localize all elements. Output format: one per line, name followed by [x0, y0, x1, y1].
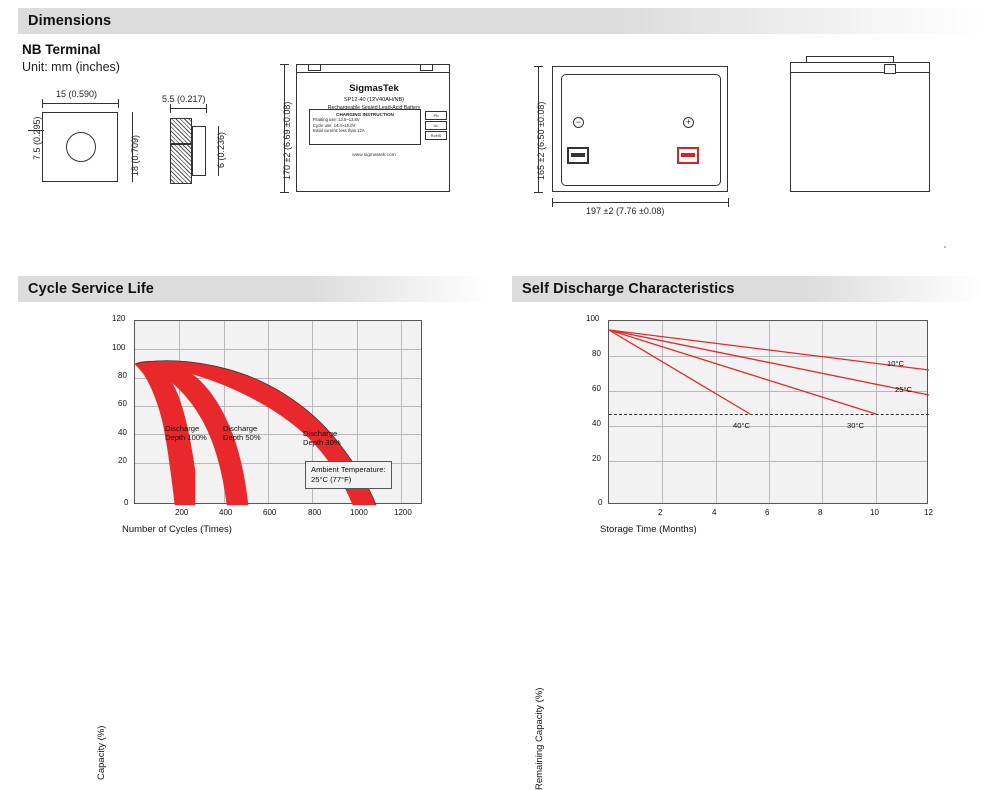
label-10c: 10°C	[887, 359, 904, 368]
cert-rohs-icon: RoHS	[425, 131, 447, 140]
annot-depth-30: Discharge Depth 30%	[303, 429, 341, 448]
charging-instruction-box	[309, 109, 421, 145]
dim-label-depth-right: 18 (0.709)	[130, 134, 140, 176]
nb-terminal-title: NB Terminal	[22, 42, 101, 57]
annot-ambient-temperature: Ambient Temperature: 25°C (77°F)	[305, 461, 392, 489]
dim-ext-front-top	[280, 64, 289, 65]
positive-terminal-bar	[681, 153, 695, 157]
dim-line-width	[42, 103, 118, 104]
negative-polarity-icon: −	[573, 117, 584, 128]
cycle-x-axis-title: Number of Cycles (Times)	[122, 524, 232, 535]
cert-pb-icon: Pb	[425, 111, 447, 120]
section-title-dimensions: Dimensions	[28, 13, 112, 29]
cycle-y-axis-title: Capacity (%)	[96, 725, 107, 780]
chart-cycle-service-life: Capacity (%) Discharge Depth 100% Discharge Depth 50% Discharge Depth 30% Ambient Temperature: 25°C (77°F) 120 100 80 60 40 20 0 200 400 600 800 1000 1200 Number of Cycles (Times)	[18, 310, 488, 550]
chart-self-discharge: Remaining Capacity (%) 10°C 25°C 40°C 30°C 100 80 60 40 20 0 2 4 6 8 10 12 Storage Time (Months)	[534, 314, 933, 790]
terminal-tab	[192, 126, 206, 176]
battery-top-outline	[552, 66, 728, 192]
positive-polarity-icon: +	[683, 117, 694, 128]
label-25c: 25°C	[895, 385, 912, 394]
battery-model: SP12-40 (12V40AH/NB)	[343, 97, 405, 103]
dim-label-inner-height: 6 (0.236)	[216, 131, 226, 168]
terminal-hatch-upper	[170, 118, 192, 144]
dim-line-thickness	[170, 108, 206, 109]
self-discharge-lines	[609, 321, 929, 505]
cycle-plot-area	[134, 320, 422, 504]
dim-ext-thick-l	[170, 104, 171, 113]
section-header-cycle-service-life	[18, 276, 488, 302]
dim-ext-top-width-left	[552, 198, 553, 207]
charging-line-1: Floating use: 13.5~13.8V	[313, 117, 360, 122]
battery-side-body	[790, 72, 930, 192]
charging-instruction-title: CHARGING INSTRUCTION	[336, 112, 394, 117]
battery-terminal-left	[308, 64, 321, 71]
dim-ext-top-height-top	[534, 66, 543, 67]
unit-label: Unit: mm (inches)	[22, 60, 120, 74]
page-speck	[944, 246, 946, 248]
battery-type: Rechargeable Sealed Lead-Acid Battery	[327, 105, 421, 111]
website-text: www.sigmastek.com	[352, 153, 396, 158]
self-reference-line	[609, 414, 929, 415]
section-header-dimensions	[18, 8, 982, 34]
dim-ext-left	[42, 99, 43, 108]
battery-front-label	[296, 72, 450, 192]
dim-label-top-width: 197 ±2 (7.76 ±0.08)	[586, 206, 665, 216]
dim-label-front-height: 170 ±2 (6.69 ±0.08)	[282, 101, 292, 180]
brand-name: SigmasTek	[349, 83, 399, 94]
annot-depth-100: Discharge Depth 100%	[165, 424, 207, 443]
self-plot-area	[608, 320, 928, 504]
dim-ext-thick-r	[206, 104, 207, 113]
annot-depth-50: Discharge Depth 50%	[223, 424, 261, 443]
self-y-axis-title: Remaining Capacity (%)	[534, 687, 545, 790]
battery-top-inner-outline	[561, 74, 721, 186]
terminal-hole	[66, 132, 96, 162]
dim-label-height-left: 7.5 (0.295)	[32, 116, 42, 160]
label-30c: 30°C	[847, 421, 864, 430]
dim-label-thickness: 5.5 (0.217)	[162, 94, 206, 104]
dim-line-top-width	[552, 202, 728, 203]
dim-label-top-height: 165 ±2 (6.50 ±0.08)	[536, 101, 546, 180]
battery-terminal-right	[420, 64, 433, 71]
charging-line-2: Cycle use: 14.4~15.0V	[313, 122, 356, 128]
section-title-self-discharge: Self Discharge Characteristics	[522, 281, 735, 297]
dim-ext-top-height-bottom	[534, 192, 543, 193]
section-header-self-discharge	[512, 276, 982, 302]
dim-ext-right	[118, 99, 119, 108]
battery-side-terminal	[884, 64, 896, 74]
section-title-cycle-service-life: Cycle Service Life	[28, 281, 154, 297]
label-40c: 40°C	[733, 421, 750, 430]
certification-marks	[425, 111, 447, 140]
self-x-axis-title: Storage Time (Months)	[600, 524, 697, 535]
dim-label-width-top: 15 (0.590)	[56, 89, 98, 99]
terminal-hatch-lower	[170, 144, 192, 184]
dim-ext-top-width-right	[728, 198, 729, 207]
cert-ul-icon: UL	[425, 121, 447, 130]
dim-ext-front-bottom	[280, 192, 289, 193]
negative-terminal-bar	[571, 153, 585, 157]
charging-line-3: Initial current: less than 12A	[313, 128, 365, 134]
